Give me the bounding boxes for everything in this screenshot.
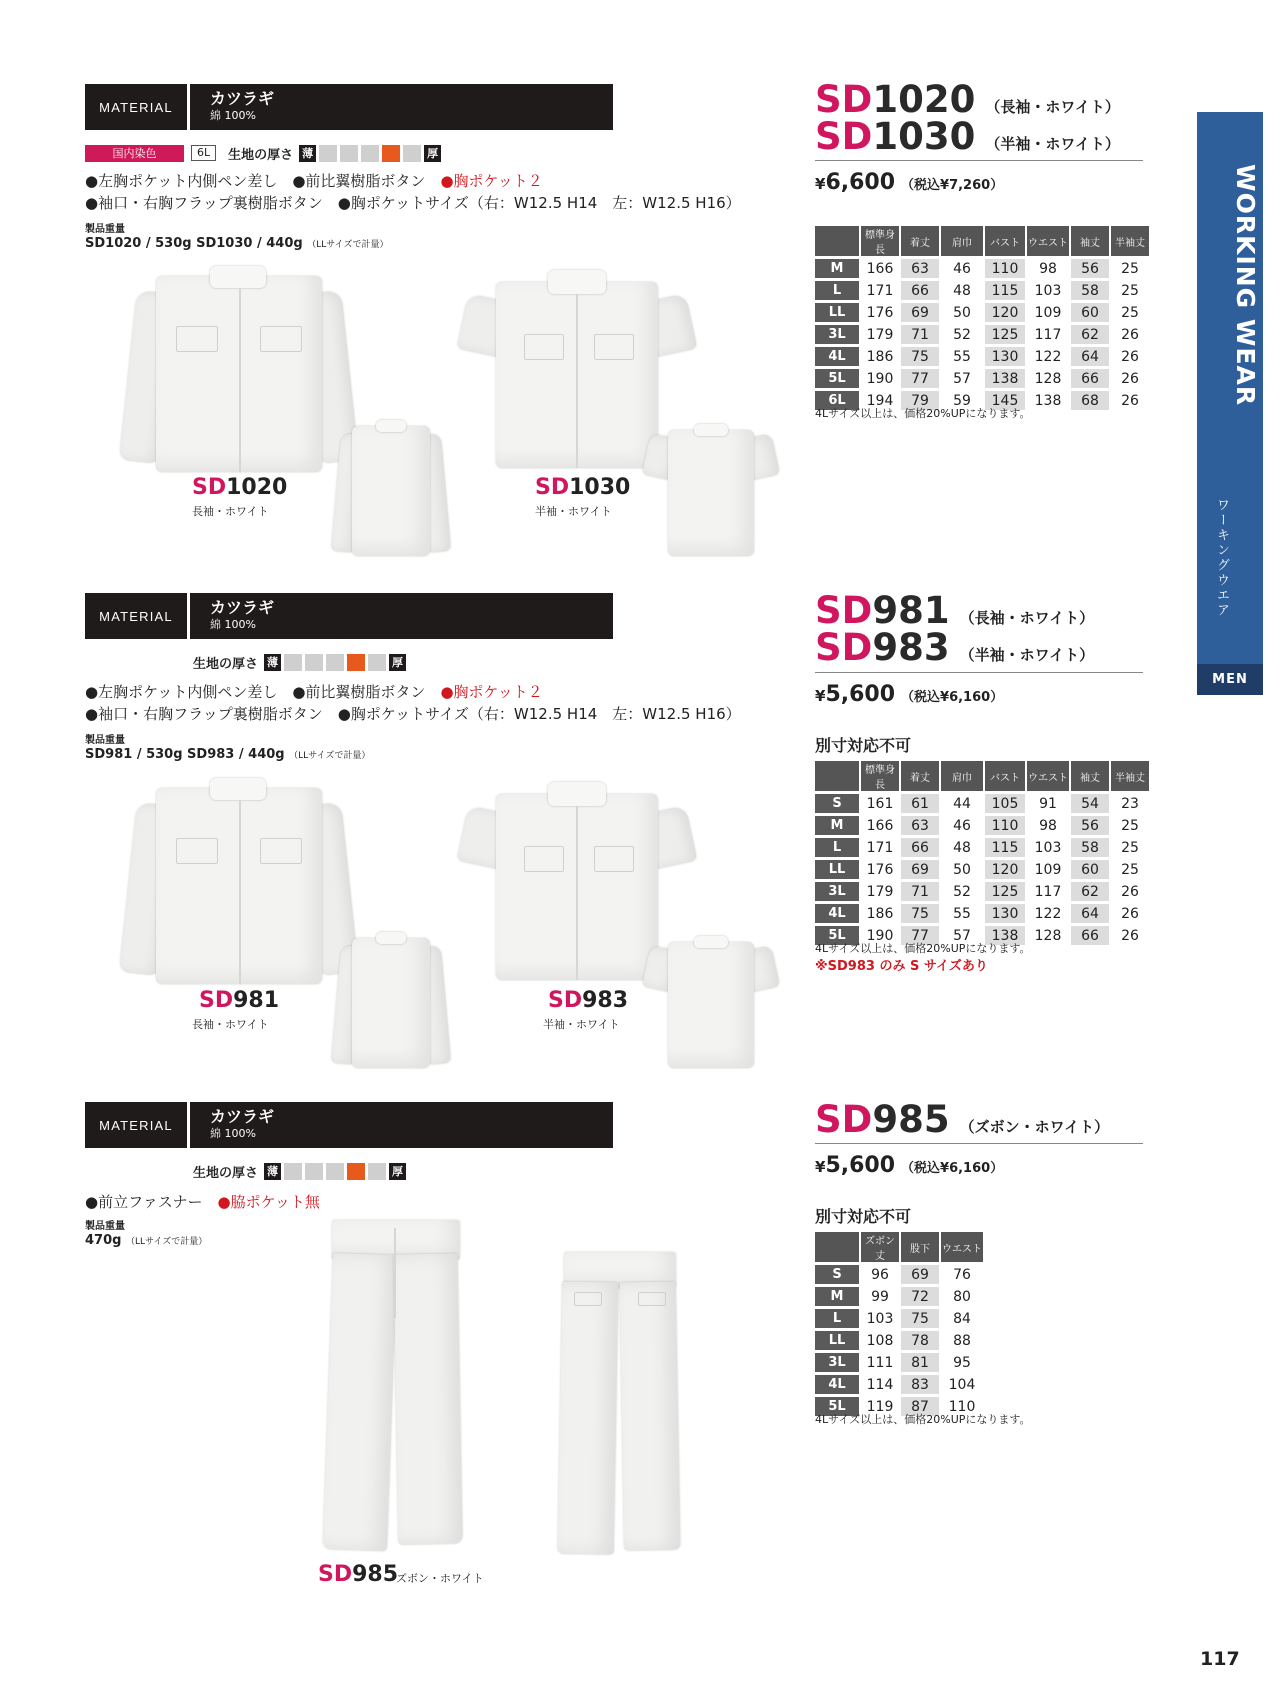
table-cell: 26 [1109, 347, 1149, 366]
size-label-cell: 3L [815, 882, 859, 901]
table-cell: 98 [1025, 816, 1069, 835]
table-cell: 77 [899, 926, 939, 945]
table-cell: 171 [859, 838, 899, 857]
size-label-cell: M [815, 1287, 859, 1306]
table-cell: 26 [1109, 391, 1149, 410]
table-cell: 110 [939, 1397, 983, 1416]
table-cell: 111 [859, 1353, 899, 1372]
table-cell: 56 [1069, 259, 1109, 278]
table-cell: 114 [859, 1375, 899, 1394]
thickness-step [326, 654, 344, 671]
table-cell: 103 [1025, 281, 1069, 300]
size-table [815, 223, 1149, 413]
table-cell: 83 [899, 1375, 939, 1394]
table-cell: 104 [939, 1375, 983, 1394]
thickness-step [340, 145, 358, 162]
thickness-label: 生地の厚さ [228, 147, 294, 163]
product-caption-sub: ズボン・ホワイト [396, 1572, 484, 1585]
table-cell: 77 [899, 369, 939, 388]
table-cell: 50 [939, 860, 983, 879]
table-row [815, 325, 1149, 344]
table-cell: 75 [899, 1309, 939, 1328]
table-header-corner [815, 761, 859, 791]
weight-value: SD981 / 530g SD983 / 440g （LLサイズで計量） [85, 747, 371, 762]
feature-list-line1 [85, 1191, 320, 1213]
thickness-step [347, 654, 365, 671]
table-cell: 81 [899, 1353, 939, 1372]
product-caption-sub: 長袖・ホワイト [192, 1018, 269, 1031]
table-header: 標準身長 [859, 226, 899, 256]
product-photo-short-sleeve-back [646, 424, 776, 556]
table-cell: 120 [983, 860, 1025, 879]
table-header: 袖丈 [1069, 226, 1109, 256]
table-cell: 108 [859, 1331, 899, 1350]
table-header: 半袖丈 [1109, 761, 1149, 791]
table-cell: 125 [983, 882, 1025, 901]
size-label-cell: 5L [815, 369, 859, 388]
table-header-corner [815, 1232, 859, 1262]
material-info [190, 593, 613, 639]
product-caption-code: SD1030 [535, 475, 631, 500]
table-cell: 25 [1109, 838, 1149, 857]
table-cell: 91 [1025, 794, 1069, 813]
table-cell: 69 [899, 303, 939, 322]
no-custom-size-notice: 別寸対応不可 [815, 736, 912, 755]
feature-list-line2: ●袖口・右胸フラップ裏樹脂ボタン ●胸ポケットサイズ（右：W12.5 H14 左：W12.5 H16） [85, 705, 741, 723]
table-cell: 130 [983, 904, 1025, 923]
table-cell: 26 [1109, 325, 1149, 344]
table-cell: 46 [939, 816, 983, 835]
table-cell: 145 [983, 391, 1025, 410]
thickness-step [361, 145, 379, 162]
weight-value: SD1020 / 530g SD1030 / 440g （LLサイズで計量） [85, 236, 389, 251]
table-cell: 48 [939, 281, 983, 300]
table-cell: 66 [1069, 926, 1109, 945]
thickness-step [284, 1163, 302, 1180]
table-header: 着丈 [899, 226, 939, 256]
table-cell: 62 [1069, 882, 1109, 901]
heading-divider [815, 1143, 1143, 1144]
thickness-label: 生地の厚さ [193, 656, 259, 672]
table-cell: 64 [1069, 347, 1109, 366]
table-header: 肩巾 [939, 761, 983, 791]
table-header: バスト [983, 226, 1025, 256]
size-label-cell: 3L [815, 1353, 859, 1372]
side-tab-title: WORKING WEAR [1231, 164, 1260, 407]
size-table-note-red: ※SD983 のみ S サイズあり [815, 959, 988, 974]
table-cell: 194 [859, 391, 899, 410]
product-code-heading: SD1030 （半袖・ホワイト） [815, 115, 1120, 158]
table-cell: 161 [859, 794, 899, 813]
table-header-corner [815, 226, 859, 256]
heading-divider [815, 672, 1143, 673]
no-custom-size-notice: 別寸対応不可 [815, 1207, 912, 1226]
product-photo-long-sleeve [128, 262, 348, 472]
table-cell: 80 [939, 1287, 983, 1306]
size-table [815, 758, 1149, 948]
table-cell: 95 [939, 1353, 983, 1372]
price: ¥6,600 （税込¥7,260） [815, 170, 1004, 195]
table-cell: 64 [1069, 904, 1109, 923]
table-cell: 138 [983, 369, 1025, 388]
material-label: MATERIAL [85, 84, 187, 130]
product-caption-sub: 半袖・ホワイト [535, 505, 612, 518]
table-cell: 138 [983, 926, 1025, 945]
thickness-scale [281, 1163, 386, 1180]
table-row [815, 303, 1149, 322]
table-row [815, 369, 1149, 388]
thickness-scale [316, 145, 421, 162]
table-cell: 26 [1109, 904, 1149, 923]
feature-highlight: ●胸ポケット２ [440, 172, 543, 190]
size-label-cell: L [815, 838, 859, 857]
material-label: MATERIAL [85, 1102, 187, 1148]
table-cell: 76 [939, 1265, 983, 1284]
table-cell: 186 [859, 347, 899, 366]
thickness-step [326, 1163, 344, 1180]
table-cell: 55 [939, 347, 983, 366]
table-row [815, 816, 1149, 835]
product-caption-code: SD1020 [192, 475, 288, 500]
product-code-heading: SD981 （長袖・ホワイト） [815, 589, 1095, 632]
thickness-label: 生地の厚さ [193, 1165, 259, 1181]
table-cell: 115 [983, 281, 1025, 300]
table-cell: 103 [1025, 838, 1069, 857]
table-cell: 115 [983, 838, 1025, 857]
table-cell: 26 [1109, 882, 1149, 901]
size-label-cell: LL [815, 860, 859, 879]
size-label-cell: S [815, 1265, 859, 1284]
table-cell: 78 [899, 1331, 939, 1350]
table-cell: 71 [899, 325, 939, 344]
table-cell: 58 [1069, 281, 1109, 300]
table-cell: 120 [983, 303, 1025, 322]
table-cell: 87 [899, 1397, 939, 1416]
size-label-cell: 6L [815, 391, 859, 410]
table-cell: 72 [899, 1287, 939, 1306]
table-cell: 26 [1109, 926, 1149, 945]
table-row [815, 259, 1149, 278]
thickness-step [403, 145, 421, 162]
table-cell: 75 [899, 347, 939, 366]
feature-list-line1 [85, 170, 543, 192]
table-cell: 58 [1069, 838, 1109, 857]
table-cell: 66 [899, 281, 939, 300]
table-cell: 48 [939, 838, 983, 857]
table-cell: 186 [859, 904, 899, 923]
feature-list-line2: ●袖口・右胸フラップ裏樹脂ボタン ●胸ポケットサイズ（右：W12.5 H14 左：W12.5 H16） [85, 194, 741, 212]
material-info [190, 1102, 613, 1148]
material-label: MATERIAL [85, 593, 187, 639]
table-cell: 52 [939, 882, 983, 901]
thickness-step [284, 654, 302, 671]
table-cell: 130 [983, 347, 1025, 366]
table-cell: 190 [859, 369, 899, 388]
table-cell: 117 [1025, 325, 1069, 344]
table-cell: 96 [859, 1265, 899, 1284]
thickness-step [368, 654, 386, 671]
table-header: ウエスト [1025, 226, 1069, 256]
feature-text: ●左胸ポケット内側ペン差し ●前比翼樹脂ボタン [85, 683, 441, 701]
table-header: 股下 [899, 1232, 939, 1262]
table-cell: 98 [1025, 259, 1069, 278]
product-photo-long-sleeve-back [336, 420, 446, 556]
product-caption-code: SD983 [548, 988, 629, 1013]
price: ¥5,600 （税込¥6,160） [815, 682, 1004, 707]
size-label-cell: S [815, 794, 859, 813]
thickness-step [368, 1163, 386, 1180]
thickness-row [193, 653, 406, 671]
thickness-step [347, 1163, 365, 1180]
table-cell: 122 [1025, 347, 1069, 366]
material-composition: 綿 100% [210, 618, 256, 631]
product-code-heading: SD1020 （長袖・ホワイト） [815, 78, 1120, 121]
table-cell: 25 [1109, 281, 1149, 300]
table-cell: 128 [1025, 926, 1069, 945]
material-bar [85, 593, 613, 639]
product-caption-code: SD985 [318, 1562, 399, 1587]
table-cell: 56 [1069, 816, 1109, 835]
thickness-scale [281, 654, 386, 671]
table-cell: 128 [1025, 369, 1069, 388]
table-cell: 79 [899, 391, 939, 410]
thickness-step [382, 145, 400, 162]
table-cell: 125 [983, 325, 1025, 344]
product-code-heading: SD985 （ズボン・ホワイト） [815, 1098, 1110, 1141]
feature-text: ●前立ファスナー [85, 1193, 218, 1211]
table-cell: 62 [1069, 325, 1109, 344]
table-cell: 25 [1109, 259, 1149, 278]
weight-label: 製品重量 [85, 735, 125, 746]
material-bar [85, 84, 613, 130]
table-cell: 25 [1109, 816, 1149, 835]
size-table-note: 4Lサイズ以上は、価格20%UPになります。 [815, 407, 1031, 420]
table-cell: 105 [983, 794, 1025, 813]
table-cell: 110 [983, 259, 1025, 278]
table-row [815, 904, 1149, 923]
table-row [815, 1287, 983, 1306]
material-bar [85, 1102, 613, 1148]
table-cell: 179 [859, 882, 899, 901]
thickness-step [305, 1163, 323, 1180]
table-row [815, 860, 1149, 879]
table-cell: 60 [1069, 860, 1109, 879]
table-header: 着丈 [899, 761, 939, 791]
feature-list-line1 [85, 681, 543, 703]
size-label-cell: 4L [815, 1375, 859, 1394]
size-label-cell: 4L [815, 904, 859, 923]
table-cell: 46 [939, 259, 983, 278]
product-photo-short-sleeve-back [646, 936, 776, 1068]
size-table-note: 4Lサイズ以上は、価格20%UPになります。 [815, 942, 1031, 955]
size-label-cell: L [815, 1309, 859, 1328]
size-label-cell: L [815, 281, 859, 300]
thickness-thick-label: 厚 [424, 145, 441, 162]
table-cell: 66 [899, 838, 939, 857]
table-cell: 61 [899, 794, 939, 813]
thickness-thin-label: 薄 [299, 145, 316, 162]
table-header: 半袖丈 [1109, 226, 1149, 256]
table-cell: 57 [939, 369, 983, 388]
size-label-cell: 5L [815, 926, 859, 945]
product-code-heading: SD983 （半袖・ホワイト） [815, 626, 1095, 669]
product-caption-sub: 半袖・ホワイト [543, 1018, 620, 1031]
side-tab-category: MEN [1197, 664, 1263, 695]
table-cell: 122 [1025, 904, 1069, 923]
table-cell: 63 [899, 816, 939, 835]
size-label-cell: 3L [815, 325, 859, 344]
table-cell: 25 [1109, 303, 1149, 322]
table-cell: 75 [899, 904, 939, 923]
size-label-cell: 4L [815, 347, 859, 366]
material-name: カツラギ [210, 89, 275, 108]
weight-label: 製品重量 [85, 1221, 125, 1232]
table-cell: 103 [859, 1309, 899, 1328]
size-label-cell: 5L [815, 1397, 859, 1416]
table-row [815, 281, 1149, 300]
table-cell: 60 [1069, 303, 1109, 322]
table-cell: 84 [939, 1309, 983, 1328]
thickness-thick-label: 厚 [389, 654, 406, 671]
size-table [815, 1229, 983, 1419]
table-row [815, 794, 1149, 813]
table-cell: 66 [1069, 369, 1109, 388]
size-table-note: 4Lサイズ以上は、価格20%UPになります。 [815, 1413, 1031, 1426]
table-row [815, 1331, 983, 1350]
table-header: ウエスト [939, 1232, 983, 1262]
table-header: ズボン丈 [859, 1232, 899, 1262]
feature-highlight: ●脇ポケット無 [217, 1193, 320, 1211]
thickness-step [305, 654, 323, 671]
table-cell: 25 [1109, 860, 1149, 879]
table-cell: 117 [1025, 882, 1069, 901]
table-cell: 179 [859, 325, 899, 344]
table-row [815, 882, 1149, 901]
table-cell: 171 [859, 281, 899, 300]
table-cell: 44 [939, 794, 983, 813]
table-row [815, 838, 1149, 857]
table-cell: 88 [939, 1331, 983, 1350]
table-cell: 57 [939, 926, 983, 945]
table-cell: 138 [1025, 391, 1069, 410]
table-header: 袖丈 [1069, 761, 1109, 791]
size-label-cell: M [815, 259, 859, 278]
size-label-cell: LL [815, 1331, 859, 1350]
table-cell: 166 [859, 816, 899, 835]
product-photo-trousers-front [326, 1220, 466, 1550]
table-cell: 59 [939, 391, 983, 410]
size-label-cell: LL [815, 303, 859, 322]
table-cell: 99 [859, 1287, 899, 1306]
table-cell: 109 [1025, 303, 1069, 322]
weight-value: 470g （LLサイズで計量） [85, 1233, 208, 1248]
table-row [815, 1265, 983, 1284]
product-caption-code: SD981 [199, 988, 280, 1013]
table-cell: 69 [899, 1265, 939, 1284]
table-row [815, 1353, 983, 1372]
table-cell: 68 [1069, 391, 1109, 410]
table-cell: 109 [1025, 860, 1069, 879]
thickness-thin-label: 薄 [264, 1163, 281, 1180]
product-photo-long-sleeve-back [336, 932, 446, 1068]
table-cell: 176 [859, 303, 899, 322]
material-composition: 綿 100% [210, 109, 256, 122]
table-cell: 23 [1109, 794, 1149, 813]
price: ¥5,600 （税込¥6,160） [815, 1153, 1004, 1178]
table-cell: 166 [859, 259, 899, 278]
material-name: カツラギ [210, 1107, 275, 1126]
product-photo-long-sleeve [128, 774, 348, 984]
table-cell: 119 [859, 1397, 899, 1416]
heading-divider [815, 160, 1143, 161]
page-number: 117 [1200, 1648, 1240, 1670]
table-row [815, 1375, 983, 1394]
thickness-step [319, 145, 337, 162]
table-cell: 63 [899, 259, 939, 278]
product-photo-trousers-back [560, 1252, 680, 1554]
thickness-row [193, 1162, 406, 1180]
side-tab-subtitle: ワーキングウエア [1214, 498, 1229, 618]
table-cell: 176 [859, 860, 899, 879]
feature-text: ●左胸ポケット内側ペン差し ●前比翼樹脂ボタン [85, 172, 441, 190]
thickness-row [85, 144, 441, 162]
table-header: 肩巾 [939, 226, 983, 256]
material-info [190, 84, 613, 130]
table-header: バスト [983, 761, 1025, 791]
weight-label: 製品重量 [85, 224, 125, 235]
table-cell: 69 [899, 860, 939, 879]
material-name: カツラギ [210, 598, 275, 617]
material-composition: 綿 100% [210, 1127, 256, 1140]
table-header: ウエスト [1025, 761, 1069, 791]
table-header: 標準身長 [859, 761, 899, 791]
table-cell: 52 [939, 325, 983, 344]
table-cell: 55 [939, 904, 983, 923]
product-caption-sub: 長袖・ホワイト [192, 505, 269, 518]
table-row [815, 347, 1149, 366]
thickness-thick-label: 厚 [389, 1163, 406, 1180]
table-cell: 190 [859, 926, 899, 945]
table-cell: 71 [899, 882, 939, 901]
domestic-dye-badge: 国内染色 [85, 145, 184, 162]
table-cell: 54 [1069, 794, 1109, 813]
size-6l-badge: 6L [191, 145, 216, 161]
table-row [815, 1309, 983, 1328]
table-cell: 50 [939, 303, 983, 322]
table-cell: 26 [1109, 369, 1149, 388]
feature-highlight: ●胸ポケット２ [440, 683, 543, 701]
size-label-cell: M [815, 816, 859, 835]
thickness-thin-label: 薄 [264, 654, 281, 671]
table-cell: 110 [983, 816, 1025, 835]
